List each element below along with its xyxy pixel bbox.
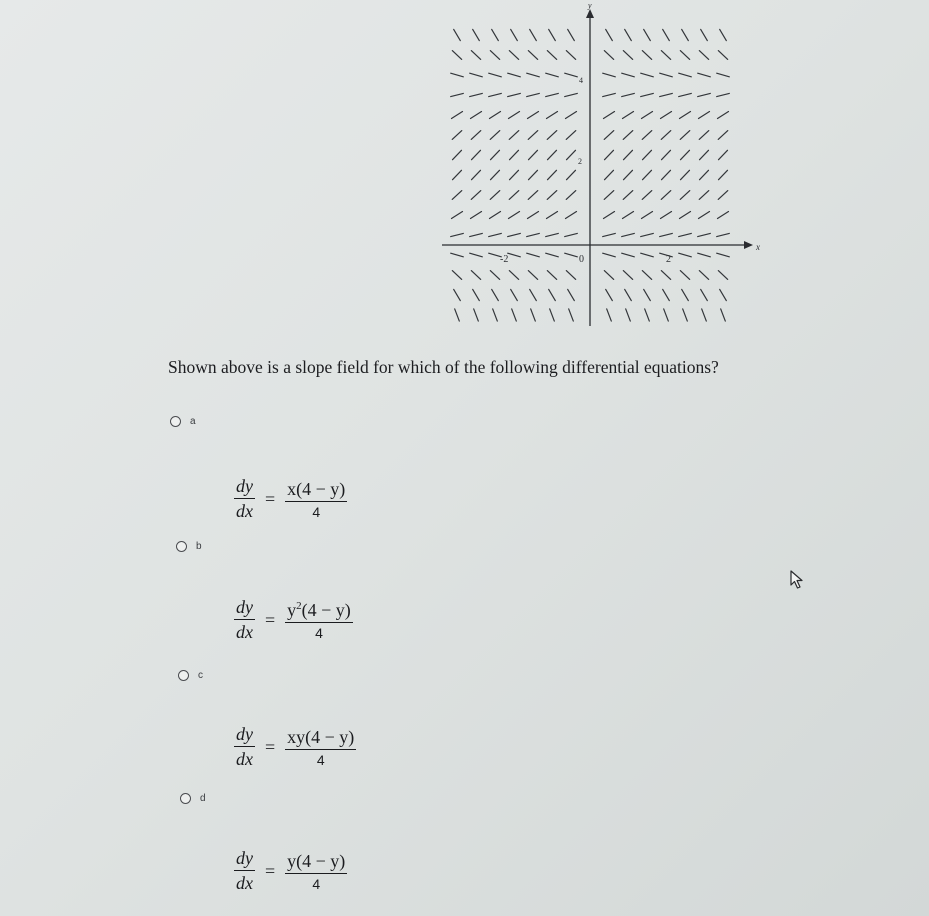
slope-segment	[528, 51, 537, 60]
slope-segment	[530, 29, 537, 40]
slope-segment	[662, 150, 671, 159]
slope-segment	[454, 29, 461, 40]
slope-segment	[451, 233, 464, 236]
x-axis-label: x	[756, 242, 760, 252]
slope-segment	[471, 191, 481, 200]
slope-segment	[490, 271, 499, 280]
slope-segment	[642, 51, 651, 60]
option-d[interactable]	[180, 793, 346, 894]
slope-segment	[472, 150, 481, 159]
slope-segment	[566, 112, 577, 119]
slope-segment	[529, 170, 538, 179]
slope-segment	[699, 51, 708, 60]
slope-segment	[493, 309, 498, 321]
slope-segment	[568, 29, 575, 40]
slope-segment	[660, 93, 673, 96]
slope-segment	[528, 191, 538, 200]
slope-segment	[661, 271, 670, 280]
slope-segment	[492, 289, 499, 300]
option-letter: a	[190, 416, 196, 427]
slope-segment	[511, 289, 518, 300]
slope-segment	[641, 73, 654, 77]
slope-segment	[680, 131, 690, 140]
slope-segment	[644, 289, 651, 300]
slope-segment	[662, 170, 671, 179]
slope-segment	[718, 212, 729, 219]
slope-segment	[645, 309, 650, 321]
slope-segment	[623, 112, 634, 119]
mouse-pointer-icon	[789, 569, 807, 591]
equation	[234, 476, 347, 522]
slope-segment	[717, 253, 730, 257]
slope-segment	[623, 271, 632, 280]
slope-segment	[699, 131, 709, 140]
slope-segment	[527, 73, 540, 77]
slope-segment	[604, 191, 614, 200]
slope-segment	[491, 150, 500, 159]
question-text: Shown above is a slope field for which of the following differential equations?	[168, 357, 719, 377]
slope-segment	[565, 93, 578, 96]
slope-segment	[622, 253, 635, 257]
slope-segment	[680, 191, 690, 200]
slope-segment	[453, 170, 462, 179]
slope-segment	[568, 289, 575, 300]
slope-segment	[509, 191, 519, 200]
slope-segment	[699, 191, 709, 200]
slope-segment	[547, 191, 557, 200]
slope-segment	[606, 29, 613, 40]
slope-segment	[700, 150, 709, 159]
slope-segment	[566, 271, 575, 280]
rhs-fraction: $\frac{xy(4 - y)}{4}$	[287, 726, 355, 768]
slope-segment	[490, 212, 501, 219]
option-letter: b	[196, 541, 202, 552]
slope-segment	[489, 93, 502, 96]
slope-segment	[606, 289, 613, 300]
slope-segment	[663, 289, 670, 300]
slope-segment	[718, 191, 728, 200]
slope-segment	[718, 51, 727, 60]
option-letter: d	[200, 793, 206, 804]
slope-segment	[473, 29, 480, 40]
slope-segment	[702, 309, 707, 321]
slope-segment	[622, 93, 635, 96]
slope-segment	[528, 212, 539, 219]
slope-segment	[508, 73, 521, 77]
slope-segment	[681, 170, 690, 179]
slope-segment	[490, 191, 500, 200]
slope-segment	[698, 73, 711, 77]
slope-segment	[605, 150, 614, 159]
tick-label-x-neg2: -2	[500, 254, 509, 265]
slope-segment	[530, 289, 537, 300]
slope-segment	[623, 191, 633, 200]
slope-segment	[451, 73, 464, 77]
equation	[234, 597, 353, 643]
slope-segment	[699, 271, 708, 280]
slope-segment	[664, 309, 669, 321]
slope-segment	[699, 112, 710, 119]
slope-segment	[547, 112, 558, 119]
slope-segment	[622, 73, 635, 77]
slope-segment	[509, 212, 520, 219]
slope-segment	[623, 131, 633, 140]
slope-segment	[626, 309, 631, 321]
slope-segment	[623, 212, 634, 219]
slope-segment	[680, 51, 689, 60]
slope-segment	[509, 131, 519, 140]
slope-segment	[567, 170, 576, 179]
slope-segment	[699, 212, 710, 219]
slope-segment	[683, 309, 688, 321]
slope-segment	[491, 170, 500, 179]
slope-segment	[680, 112, 691, 119]
slope-segment	[454, 289, 461, 300]
slope-segment	[548, 170, 557, 179]
tick-label-x-2: 2	[666, 254, 671, 265]
slope-segment	[717, 233, 730, 236]
slope-segment	[661, 191, 671, 200]
slope-segment	[682, 289, 689, 300]
slope-segment	[642, 271, 651, 280]
y-axis-label: y	[588, 4, 592, 10]
slope-segment	[663, 29, 670, 40]
slope-segment	[603, 93, 616, 96]
slope-segment	[546, 73, 559, 77]
slope-segment	[490, 112, 501, 119]
slope-segment	[547, 131, 557, 140]
slope-segment	[547, 51, 556, 60]
equation	[234, 848, 347, 894]
slope-segment	[661, 212, 672, 219]
slope-segment	[719, 150, 728, 159]
radio-circle-icon[interactable]	[178, 670, 189, 681]
slope-segment	[527, 93, 540, 96]
slope-segment	[625, 29, 632, 40]
slope-segment	[660, 73, 673, 77]
slope-segment	[698, 233, 711, 236]
slope-segment	[473, 289, 480, 300]
slope-segment	[642, 212, 653, 219]
x-axis-arrow-icon	[744, 241, 753, 249]
slope-segment	[490, 51, 499, 60]
slope-segment	[622, 233, 635, 236]
slope-segment	[508, 93, 521, 96]
slope-segment	[641, 93, 654, 96]
slope-segment	[548, 150, 557, 159]
option-letter: c	[198, 670, 203, 681]
slope-segment	[644, 29, 651, 40]
slope-segment	[569, 309, 574, 321]
equation	[234, 724, 356, 770]
slope-segment	[643, 170, 652, 179]
slope-segment	[720, 29, 727, 40]
y-axis-arrow-icon	[586, 9, 594, 18]
option-a[interactable]	[170, 416, 346, 522]
rhs-fraction: $\frac{y(4 - y)}{4}$	[287, 850, 346, 892]
slope-segment	[452, 112, 463, 119]
slope-segment	[624, 170, 633, 179]
slope-segment	[471, 112, 482, 119]
slope-segment	[471, 271, 480, 280]
rhs-fraction: $\frac{x(4 - y)}{4}$	[287, 478, 346, 520]
slope-segment	[471, 212, 482, 219]
slope-segment	[701, 29, 708, 40]
slope-segment	[455, 309, 460, 321]
lhs-fraction: $\frac{dy}{dx}$	[236, 724, 253, 770]
slope-segment	[546, 233, 559, 236]
slope-segment	[567, 150, 576, 159]
slope-segment	[642, 131, 652, 140]
lhs-fraction: $\frac{dy}{dx}$	[236, 848, 253, 894]
radio-circle-icon[interactable]	[170, 416, 181, 427]
slope-segment	[718, 112, 729, 119]
slope-segment	[565, 253, 578, 257]
slope-segment	[527, 233, 540, 236]
slope-segment	[549, 29, 556, 40]
slope-segment	[566, 212, 577, 219]
option-b[interactable]	[176, 541, 351, 643]
slope-segment	[565, 233, 578, 236]
slope-segment	[489, 73, 502, 77]
slope-segment	[719, 170, 728, 179]
slope-segment	[452, 191, 462, 200]
slope-segment	[489, 233, 502, 236]
radio-circle-icon[interactable]	[180, 793, 191, 804]
slope-segment	[566, 51, 575, 60]
slope-segment	[624, 150, 633, 159]
slope-segment	[470, 253, 483, 257]
slope-segment	[528, 131, 538, 140]
slope-segment	[451, 93, 464, 96]
slope-segment	[661, 131, 671, 140]
slope-segment	[661, 51, 670, 60]
tick-label-origin: 0	[579, 254, 584, 265]
slope-segment	[490, 131, 500, 140]
slope-segment	[528, 112, 539, 119]
slope-segment	[603, 73, 616, 77]
slope-segment	[566, 191, 576, 200]
slope-segment	[698, 253, 711, 257]
equals-sign: =	[265, 609, 276, 630]
slope-segment	[510, 150, 519, 159]
slope-segment	[623, 51, 632, 60]
slope-segment	[701, 289, 708, 300]
slope-segment	[512, 309, 517, 321]
slope-segment	[509, 271, 518, 280]
slope-segment	[717, 73, 730, 77]
slope-segment	[492, 29, 499, 40]
slope-segment	[470, 73, 483, 77]
slope-segment	[679, 93, 692, 96]
slope-segment	[474, 309, 479, 321]
slope-segment	[471, 131, 481, 140]
slope-segment	[604, 271, 613, 280]
slope-segment	[680, 212, 691, 219]
slope-field-graph	[440, 4, 760, 329]
slope-segment	[605, 170, 614, 179]
slope-segment	[660, 233, 673, 236]
slope-segment	[721, 309, 726, 321]
slope-segment	[546, 93, 559, 96]
lhs-fraction: $\frac{dy}{dx}$	[236, 597, 253, 643]
slope-segment	[453, 150, 462, 159]
slope-segment	[679, 73, 692, 77]
slope-segment	[451, 253, 464, 257]
slope-segment	[471, 51, 480, 60]
slope-segment	[472, 170, 481, 179]
equals-sign: =	[265, 860, 276, 881]
equals-sign: =	[265, 488, 276, 509]
slope-segment	[717, 93, 730, 96]
slope-segment	[509, 112, 520, 119]
slope-segment	[641, 233, 654, 236]
slope-segment	[681, 150, 690, 159]
tick-label-y-4: 4	[579, 76, 583, 85]
slope-segment	[549, 289, 556, 300]
slope-segment	[470, 93, 483, 96]
slope-segment	[698, 93, 711, 96]
slope-segment	[718, 131, 728, 140]
slope-segment	[643, 150, 652, 159]
slope-segment	[452, 212, 463, 219]
slope-segment	[508, 253, 521, 257]
slope-segment	[508, 233, 521, 236]
slope-segment	[528, 271, 537, 280]
slope-segment	[452, 271, 461, 280]
slope-segment	[642, 112, 653, 119]
slope-segment	[604, 131, 614, 140]
equals-sign: =	[265, 736, 276, 757]
tick-label-y-2: 2	[578, 157, 582, 166]
radio-circle-icon[interactable]	[176, 541, 187, 552]
slope-segment	[679, 233, 692, 236]
slope-segment	[547, 212, 558, 219]
slope-segment	[511, 29, 518, 40]
slope-segment	[604, 212, 615, 219]
slope-segment	[470, 233, 483, 236]
slope-segment	[718, 271, 727, 280]
slope-segment	[527, 253, 540, 257]
slope-segment	[509, 51, 518, 60]
slope-segment	[566, 131, 576, 140]
slope-segment	[547, 271, 556, 280]
slope-segment	[565, 73, 578, 77]
slope-segment	[607, 309, 612, 321]
slope-segment	[550, 309, 555, 321]
slope-segment	[679, 253, 692, 257]
slope-segment	[603, 253, 616, 257]
lhs-fraction: $\frac{dy}{dx}$	[236, 476, 253, 522]
slope-segment	[720, 289, 727, 300]
slope-segment	[452, 51, 461, 60]
slope-segment	[546, 253, 559, 257]
slope-segment	[604, 51, 613, 60]
slope-segment	[529, 150, 538, 159]
rhs-fraction: $\frac{y^2(4 - y)}{4}$	[287, 599, 351, 641]
slope-segment	[661, 112, 672, 119]
slope-segment	[604, 112, 615, 119]
slope-segment	[510, 170, 519, 179]
option-c[interactable]	[178, 670, 355, 770]
slope-segment	[682, 29, 689, 40]
slope-segment	[452, 131, 462, 140]
slope-segment	[641, 253, 654, 257]
slope-segment	[625, 289, 632, 300]
slope-segment	[700, 170, 709, 179]
slope-segment	[680, 271, 689, 280]
slope-segment	[642, 191, 652, 200]
slope-segment	[531, 309, 536, 321]
slope-segment	[603, 233, 616, 236]
